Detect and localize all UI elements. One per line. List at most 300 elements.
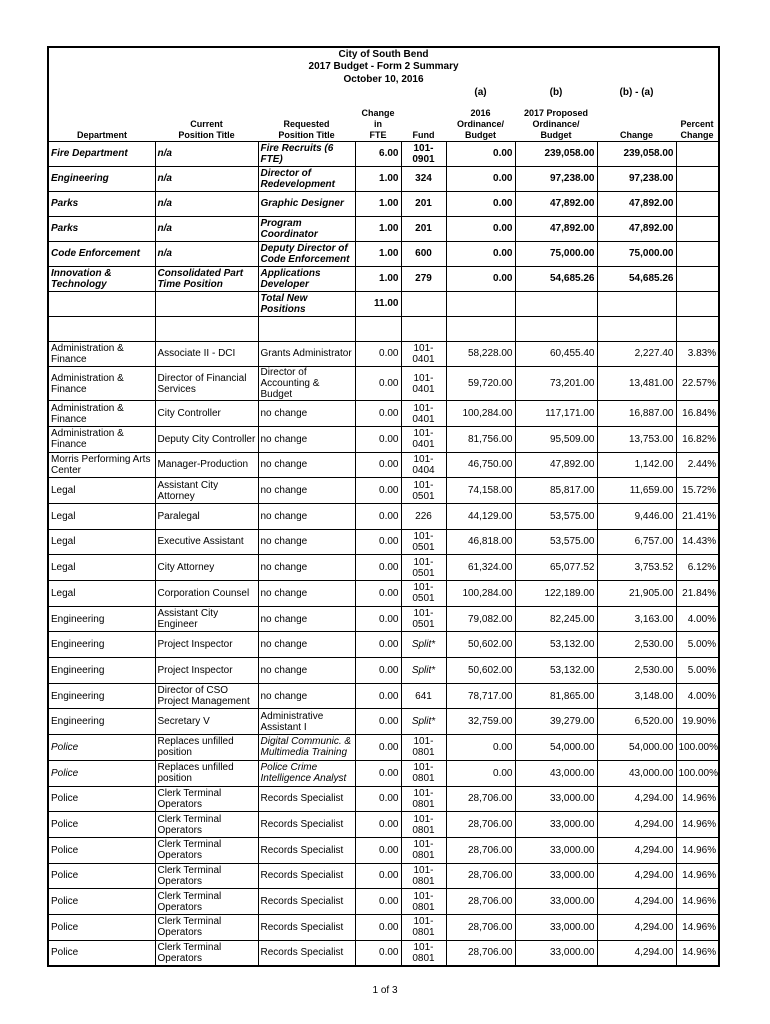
cell-fund: 201 [401, 216, 446, 241]
cell-percent: 22.57% [676, 367, 719, 401]
cell-change: 3,163.00 [597, 606, 676, 632]
cell-change: 4,294.00 [597, 889, 676, 915]
cell-percent: 3.83% [676, 341, 719, 367]
cell-2017-budget: 54,000.00 [515, 735, 597, 761]
cell-requested-title: Records Specialist [258, 914, 355, 940]
cell-requested-title: Applications Developer [258, 266, 355, 291]
cell-2017-budget: 33,000.00 [515, 863, 597, 889]
cell-requested-title: no change [258, 632, 355, 658]
total-label: Total New Positions [258, 291, 355, 316]
cell-percent: 4.00% [676, 683, 719, 709]
cell-2017-budget: 85,817.00 [515, 478, 597, 504]
cell-percent: 5.00% [676, 658, 719, 684]
cell-2017-budget: 33,000.00 [515, 940, 597, 966]
cell-department: Morris Performing Arts Center [48, 452, 155, 478]
cell-department: Police [48, 735, 155, 761]
cell-fte: 0.00 [355, 863, 401, 889]
cell-2017-budget: 97,238.00 [515, 166, 597, 191]
cell-requested-title: Records Specialist [258, 786, 355, 812]
cell-change: 13,753.00 [597, 426, 676, 452]
cell-fte: 0.00 [355, 555, 401, 581]
budget-table [47, 46, 720, 967]
cell-fte: 0.00 [355, 889, 401, 915]
cell-2016-budget: 44,129.00 [446, 503, 515, 529]
cell-2016-budget: 100,284.00 [446, 581, 515, 607]
cell-requested-title: Fire Recruits (6 FTE) [258, 141, 355, 166]
cell-change: 2,530.00 [597, 658, 676, 684]
cell-requested-title: Director of Redevelopment [258, 166, 355, 191]
cell-2017-budget: 65,077.52 [515, 555, 597, 581]
cell-fund: 101-0901 [401, 141, 446, 166]
title-line-1: City of South Bend [338, 48, 429, 60]
cell-2016-budget: 28,706.00 [446, 863, 515, 889]
cell-requested-title: Records Specialist [258, 940, 355, 966]
cell-current-title: Clerk Terminal Operators [155, 863, 258, 889]
cell-percent [676, 191, 719, 216]
cell-2016-budget: 74,158.00 [446, 478, 515, 504]
cell-department: Police [48, 889, 155, 915]
cell-department: Parks [48, 216, 155, 241]
cell-fte: 0.00 [355, 341, 401, 367]
cell-percent: 16.84% [676, 401, 719, 427]
position-change-row [48, 889, 719, 915]
cell-current-title: Secretary V [155, 709, 258, 735]
position-change-row [48, 914, 719, 940]
cell-department: Engineering [48, 606, 155, 632]
cell-2016-budget: 0.00 [446, 216, 515, 241]
cell-current-title: Assistant City Attorney [155, 478, 258, 504]
cell-2016-budget: 0.00 [446, 166, 515, 191]
cell-2016-budget: 79,082.00 [446, 606, 515, 632]
cell-fte: 0.00 [355, 581, 401, 607]
cell-2017-budget: 33,000.00 [515, 812, 597, 838]
cell-current-title: n/a [155, 241, 258, 266]
cell-2016-budget: 58,228.00 [446, 341, 515, 367]
cell-change: 47,892.00 [597, 216, 676, 241]
cell-requested-title: no change [258, 452, 355, 478]
new-position-row [48, 166, 719, 191]
cell-requested-title: Deputy Director of Code Enforcement [258, 241, 355, 266]
cell-percent: 14.96% [676, 812, 719, 838]
position-change-row [48, 735, 719, 761]
cell-department: Police [48, 914, 155, 940]
position-change-row [48, 581, 719, 607]
cell-fte: 0.00 [355, 401, 401, 427]
cell-fund: 101-0501 [401, 606, 446, 632]
cell-current-title: Project Inspector [155, 632, 258, 658]
cell-fte: 0.00 [355, 452, 401, 478]
cell-current-title: n/a [155, 191, 258, 216]
cell-fund: 101-0801 [401, 940, 446, 966]
cell-current-title: Corporation Counsel [155, 581, 258, 607]
cell-department: Engineering [48, 632, 155, 658]
cell-2017-budget: 53,575.00 [515, 529, 597, 555]
cell-current-title: Paralegal [155, 503, 258, 529]
cell-department: Administration & Finance [48, 401, 155, 427]
cell-2017-budget: 73,201.00 [515, 367, 597, 401]
cell-2017-budget: 239,058.00 [515, 141, 597, 166]
cell-department: Code Enforcement [48, 241, 155, 266]
cell-2017-budget: 81,865.00 [515, 683, 597, 709]
cell-fund: Split* [401, 709, 446, 735]
position-change-row [48, 863, 719, 889]
cell-percent: 14.96% [676, 863, 719, 889]
total-fte: 11.00 [355, 291, 401, 316]
col-current: Current Position Title [155, 99, 258, 141]
cell-fund: 101-0401 [401, 341, 446, 367]
col-change: Change [597, 99, 676, 141]
cell-current-title: Clerk Terminal Operators [155, 786, 258, 812]
total-row [48, 291, 719, 316]
cell-fund: 101-0501 [401, 478, 446, 504]
col-fund: Fund [401, 99, 446, 141]
cell-change: 4,294.00 [597, 812, 676, 838]
position-change-row [48, 478, 719, 504]
cell-requested-title: no change [258, 426, 355, 452]
cell-fte: 0.00 [355, 632, 401, 658]
cell-change: 4,294.00 [597, 837, 676, 863]
cell-change: 9,446.00 [597, 503, 676, 529]
cell-current-title: Deputy City Controller [155, 426, 258, 452]
cell-change: 4,294.00 [597, 786, 676, 812]
cell-current-title: n/a [155, 166, 258, 191]
cell-requested-title: Records Specialist [258, 837, 355, 863]
cell-department: Engineering [48, 658, 155, 684]
cell-change: 47,892.00 [597, 191, 676, 216]
new-position-row [48, 241, 719, 266]
cell-current-title: Clerk Terminal Operators [155, 940, 258, 966]
cell-fte: 0.00 [355, 709, 401, 735]
cell-fund: 101-0401 [401, 426, 446, 452]
cell-change: 6,757.00 [597, 529, 676, 555]
cell-current-title: Director of CSO Project Management [155, 683, 258, 709]
cell-change: 2,227.40 [597, 341, 676, 367]
cell-percent: 14.96% [676, 914, 719, 940]
cell-fte: 0.00 [355, 367, 401, 401]
cell-department: Engineering [48, 683, 155, 709]
position-change-row [48, 606, 719, 632]
cell-fte: 0.00 [355, 837, 401, 863]
cell-requested-title: no change [258, 658, 355, 684]
cell-fund: 101-0404 [401, 452, 446, 478]
position-change-row [48, 683, 719, 709]
cell-2016-budget: 0.00 [446, 191, 515, 216]
cell-fund: 101-0801 [401, 889, 446, 915]
cell-2017-budget: 33,000.00 [515, 837, 597, 863]
cell-requested-title: Digital Communic. & Multimedia Training [258, 735, 355, 761]
cell-department: Legal [48, 478, 155, 504]
cell-percent: 14.96% [676, 940, 719, 966]
cell-percent: 2.44% [676, 452, 719, 478]
cell-department: Police [48, 760, 155, 786]
cell-percent [676, 241, 719, 266]
cell-percent [676, 141, 719, 166]
cell-2016-budget: 0.00 [446, 241, 515, 266]
cell-change: 11,659.00 [597, 478, 676, 504]
cell-department: Legal [48, 581, 155, 607]
cell-2016-budget: 78,717.00 [446, 683, 515, 709]
cell-change: 239,058.00 [597, 141, 676, 166]
cell-fte: 0.00 [355, 606, 401, 632]
cell-current-title: n/a [155, 141, 258, 166]
cell-fte: 0.00 [355, 478, 401, 504]
cell-2016-budget: 46,818.00 [446, 529, 515, 555]
cell-department: Administration & Finance [48, 426, 155, 452]
cell-department: Parks [48, 191, 155, 216]
cell-fund: 101-0801 [401, 760, 446, 786]
cell-2017-budget: 47,892.00 [515, 191, 597, 216]
cell-fund: Split* [401, 632, 446, 658]
col-letter-b: (b) [549, 87, 563, 98]
position-change-row [48, 555, 719, 581]
cell-department: Police [48, 837, 155, 863]
cell-department: Police [48, 863, 155, 889]
cell-2016-budget: 50,602.00 [446, 658, 515, 684]
cell-2016-budget: 28,706.00 [446, 914, 515, 940]
col-letter-ba: (b) - (a) [619, 87, 654, 98]
cell-requested-title: Records Specialist [258, 889, 355, 915]
cell-requested-title: no change [258, 606, 355, 632]
cell-fund: 201 [401, 191, 446, 216]
cell-department: Legal [48, 503, 155, 529]
cell-change: 54,685.26 [597, 266, 676, 291]
cell-requested-title: no change [258, 503, 355, 529]
cell-department: Legal [48, 555, 155, 581]
col-letter-a: (a) [474, 87, 487, 98]
cell-2016-budget: 46,750.00 [446, 452, 515, 478]
position-change-row [48, 760, 719, 786]
cell-change: 16,887.00 [597, 401, 676, 427]
cell-current-title: Clerk Terminal Operators [155, 889, 258, 915]
cell-2016-budget: 61,324.00 [446, 555, 515, 581]
title-line-3: October 10, 2016 [343, 74, 424, 85]
cell-2016-budget: 28,706.00 [446, 889, 515, 915]
cell-fund: 101-0801 [401, 735, 446, 761]
cell-2016-budget: 0.00 [446, 266, 515, 291]
cell-percent: 14.96% [676, 889, 719, 915]
cell-requested-title: Director of Accounting & Budget [258, 367, 355, 401]
cell-requested-title: Grants Administrator [258, 341, 355, 367]
position-change-row [48, 367, 719, 401]
cell-current-title: Clerk Terminal Operators [155, 812, 258, 838]
cell-2017-budget: 53,132.00 [515, 658, 597, 684]
cell-requested-title: Police Crime Intelligence Analyst [258, 760, 355, 786]
cell-2016-budget: 50,602.00 [446, 632, 515, 658]
cell-requested-title: no change [258, 683, 355, 709]
position-change-row [48, 341, 719, 367]
cell-current-title: City Controller [155, 401, 258, 427]
cell-fte: 0.00 [355, 786, 401, 812]
cell-percent: 5.00% [676, 632, 719, 658]
new-position-row [48, 191, 719, 216]
cell-current-title: Clerk Terminal Operators [155, 914, 258, 940]
col-2016: 2016 Ordinance/ Budget [446, 99, 515, 141]
cell-fte: 1.00 [355, 266, 401, 291]
blank-row [48, 316, 719, 341]
cell-change: 3,148.00 [597, 683, 676, 709]
cell-requested-title: no change [258, 478, 355, 504]
position-change-row [48, 401, 719, 427]
position-change-row [48, 452, 719, 478]
cell-fte: 1.00 [355, 191, 401, 216]
cell-change: 13,481.00 [597, 367, 676, 401]
cell-2017-budget: 75,000.00 [515, 241, 597, 266]
cell-2017-budget: 33,000.00 [515, 914, 597, 940]
cell-2017-budget: 47,892.00 [515, 452, 597, 478]
cell-requested-title: Administrative Assistant I [258, 709, 355, 735]
cell-current-title: Clerk Terminal Operators [155, 837, 258, 863]
cell-2017-budget: 53,132.00 [515, 632, 597, 658]
cell-department: Police [48, 812, 155, 838]
cell-fund: 101-0801 [401, 812, 446, 838]
cell-fund: 101-0801 [401, 914, 446, 940]
cell-current-title: City Attorney [155, 555, 258, 581]
cell-current-title: Replaces unfilled position [155, 735, 258, 761]
cell-requested-title: Records Specialist [258, 863, 355, 889]
cell-fte: 0.00 [355, 812, 401, 838]
new-position-row [48, 216, 719, 241]
cell-percent: 14.96% [676, 837, 719, 863]
cell-percent [676, 166, 719, 191]
cell-change: 1,142.00 [597, 452, 676, 478]
cell-fund: 641 [401, 683, 446, 709]
cell-fund: 324 [401, 166, 446, 191]
position-change-row [48, 529, 719, 555]
cell-fte: 6.00 [355, 141, 401, 166]
cell-department: Police [48, 786, 155, 812]
cell-2016-budget: 100,284.00 [446, 401, 515, 427]
cell-2017-budget: 53,575.00 [515, 503, 597, 529]
cell-fte: 0.00 [355, 503, 401, 529]
cell-percent: 100.00% [676, 760, 719, 786]
position-change-row [48, 426, 719, 452]
cell-current-title: Consolidated Part Time Position [155, 266, 258, 291]
cell-department: Administration & Finance [48, 341, 155, 367]
cell-2016-budget: 28,706.00 [446, 837, 515, 863]
cell-department: Legal [48, 529, 155, 555]
cell-department: Engineering [48, 709, 155, 735]
cell-2017-budget: 39,279.00 [515, 709, 597, 735]
cell-2016-budget: 0.00 [446, 141, 515, 166]
cell-percent: 15.72% [676, 478, 719, 504]
cell-percent: 19.90% [676, 709, 719, 735]
cell-fte: 1.00 [355, 166, 401, 191]
cell-current-title: n/a [155, 216, 258, 241]
cell-fte: 0.00 [355, 760, 401, 786]
budget-sheet [47, 46, 718, 967]
cell-fund: 600 [401, 241, 446, 266]
cell-2016-budget: 59,720.00 [446, 367, 515, 401]
cell-fte: 0.00 [355, 683, 401, 709]
cell-change: 97,238.00 [597, 166, 676, 191]
cell-fte: 0.00 [355, 735, 401, 761]
cell-2017-budget: 60,455.40 [515, 341, 597, 367]
cell-fund: 101-0801 [401, 837, 446, 863]
cell-change: 43,000.00 [597, 760, 676, 786]
cell-requested-title: Program Coordinator [258, 216, 355, 241]
cell-2016-budget: 28,706.00 [446, 812, 515, 838]
cell-fte: 1.00 [355, 241, 401, 266]
cell-fund: 101-0401 [401, 401, 446, 427]
cell-2017-budget: 122,189.00 [515, 581, 597, 607]
cell-percent: 16.82% [676, 426, 719, 452]
cell-percent: 14.43% [676, 529, 719, 555]
cell-fte: 0.00 [355, 658, 401, 684]
cell-current-title: Executive Assistant [155, 529, 258, 555]
position-change-row [48, 632, 719, 658]
cell-department: Innovation & Technology [48, 266, 155, 291]
cell-2017-budget: 54,685.26 [515, 266, 597, 291]
cell-requested-title: no change [258, 529, 355, 555]
cell-percent: 14.96% [676, 786, 719, 812]
cell-fte: 1.00 [355, 216, 401, 241]
cell-2016-budget: 28,706.00 [446, 940, 515, 966]
position-change-row [48, 503, 719, 529]
col-department: Department [48, 99, 155, 141]
cell-change: 4,294.00 [597, 863, 676, 889]
position-change-row [48, 709, 719, 735]
cell-fund: 279 [401, 266, 446, 291]
cell-fund: 101-0501 [401, 529, 446, 555]
position-change-row [48, 940, 719, 966]
position-change-row [48, 658, 719, 684]
cell-current-title: Assistant City Engineer [155, 606, 258, 632]
cell-requested-title: Records Specialist [258, 812, 355, 838]
cell-current-title: Project Inspector [155, 658, 258, 684]
cell-department: Engineering [48, 166, 155, 191]
cell-requested-title: Graphic Designer [258, 191, 355, 216]
cell-requested-title: no change [258, 401, 355, 427]
cell-fund: 101-0501 [401, 555, 446, 581]
cell-current-title: Director of Financial Services [155, 367, 258, 401]
cell-requested-title: no change [258, 555, 355, 581]
col-2017: 2017 Proposed Ordinance/ Budget [515, 99, 597, 141]
cell-change: 4,294.00 [597, 940, 676, 966]
cell-fund: 101-0801 [401, 786, 446, 812]
page-number: 1 of 3 [372, 985, 398, 996]
cell-2017-budget: 33,000.00 [515, 786, 597, 812]
cell-change: 3,753.52 [597, 555, 676, 581]
cell-percent [676, 216, 719, 241]
cell-current-title: Associate II - DCI [155, 341, 258, 367]
cell-fund: Split* [401, 658, 446, 684]
cell-fte: 0.00 [355, 940, 401, 966]
cell-2016-budget: 0.00 [446, 760, 515, 786]
cell-change: 6,520.00 [597, 709, 676, 735]
cell-fund: 101-0501 [401, 581, 446, 607]
position-change-row [48, 786, 719, 812]
cell-department: Administration & Finance [48, 367, 155, 401]
cell-fte: 0.00 [355, 914, 401, 940]
cell-current-title: Replaces unfilled position [155, 760, 258, 786]
cell-2016-budget: 32,759.00 [446, 709, 515, 735]
cell-fund: 101-0401 [401, 367, 446, 401]
cell-requested-title: no change [258, 581, 355, 607]
cell-percent: 21.41% [676, 503, 719, 529]
cell-2017-budget: 117,171.00 [515, 401, 597, 427]
cell-fte: 0.00 [355, 529, 401, 555]
cell-percent: 4.00% [676, 606, 719, 632]
cell-change: 2,530.00 [597, 632, 676, 658]
cell-fund: 101-0801 [401, 863, 446, 889]
title-line-2: 2017 Budget - Form 2 Summary [308, 61, 459, 72]
cell-2016-budget: 28,706.00 [446, 786, 515, 812]
cell-change: 54,000.00 [597, 735, 676, 761]
cell-percent: 6.12% [676, 555, 719, 581]
new-position-row [48, 141, 719, 166]
cell-2017-budget: 43,000.00 [515, 760, 597, 786]
cell-current-title: Manager-Production [155, 452, 258, 478]
